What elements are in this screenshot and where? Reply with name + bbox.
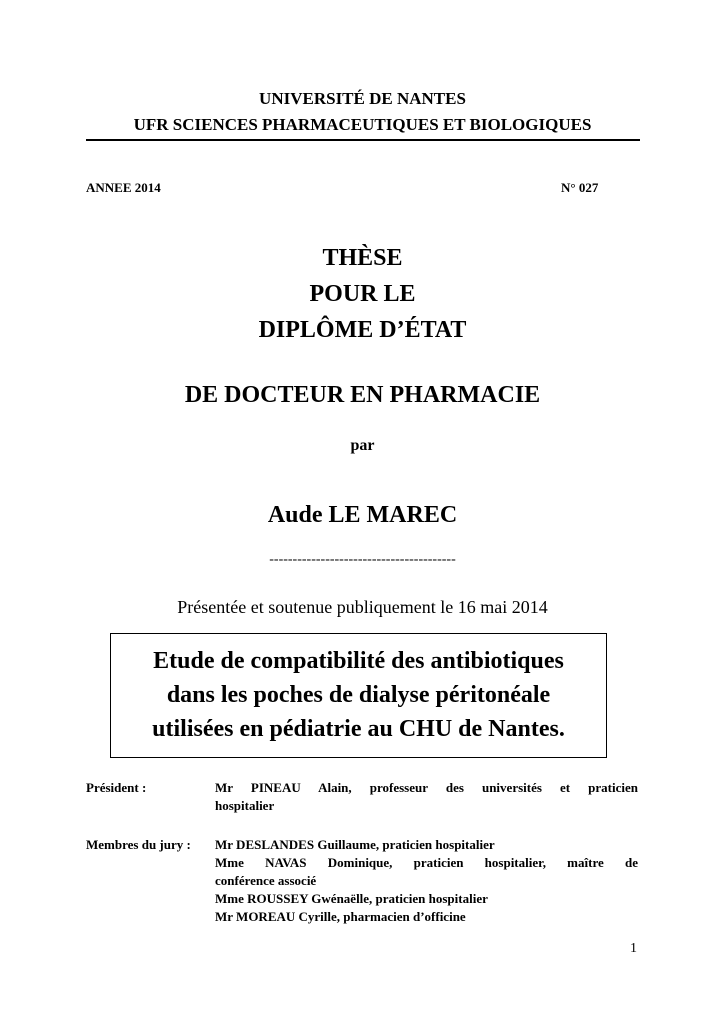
president-line-2: hospitalier <box>215 798 275 813</box>
jury-member: Mr MOREAU Cyrille, pharmacien d’officine <box>215 909 466 924</box>
jury-member: Mr DESLANDES Guillaume, praticien hospitalier <box>215 837 495 852</box>
author-name: Aude LE MAREC <box>267 502 458 528</box>
year-label: ANNEE 2014 <box>86 180 161 195</box>
jury-member-continuation: conférence associé <box>215 873 317 888</box>
president-line-1: Mr PINEAU Alain, professeur des universités et praticien <box>215 780 638 795</box>
jury-members-list <box>215 836 638 926</box>
page-number: 1 <box>630 941 637 956</box>
separator-line: ---------------------------------------- <box>269 552 456 567</box>
president-label: Président : <box>86 780 147 795</box>
jury-member: Mme NAVAS Dominique, praticien hospitalier, maître de <box>215 855 638 870</box>
faculty-name: UFR SCIENCES PHARMACEUTIQUES ET BIOLOGIQUES <box>133 115 592 134</box>
jury-member: Mme ROUSSEY Gwénaëlle, praticien hospitalier <box>215 891 488 906</box>
thesis-number: N° 027 <box>561 180 599 195</box>
by-label: par <box>350 437 375 454</box>
president-value <box>215 779 638 815</box>
subject-line-3: utilisées en pédiatrie au CHU de Nantes. <box>152 716 565 742</box>
presentation-date: Présentée et soutenue publiquement le 16 mai 2014 <box>177 597 548 617</box>
header-divider <box>86 139 640 141</box>
header-block <box>0 86 725 138</box>
subject-line-2: dans les poches de dialyse péritonéale <box>166 682 551 708</box>
university-name: UNIVERSITÉ DE NANTES <box>259 89 466 108</box>
thesis-title <box>0 240 725 348</box>
title-line-1: THÈSE <box>322 245 403 271</box>
title-line-2: POUR LE <box>309 281 416 307</box>
title-line-3: DIPLÔME D’ÉTAT <box>258 317 467 343</box>
jury-members-label: Membres du jury : <box>86 837 191 852</box>
subject-line-1: Etude de compatibilité des antibiotiques <box>153 648 564 674</box>
degree-title: DE DOCTEUR EN PHARMACIE <box>184 382 541 408</box>
thesis-subject-box <box>110 633 607 758</box>
